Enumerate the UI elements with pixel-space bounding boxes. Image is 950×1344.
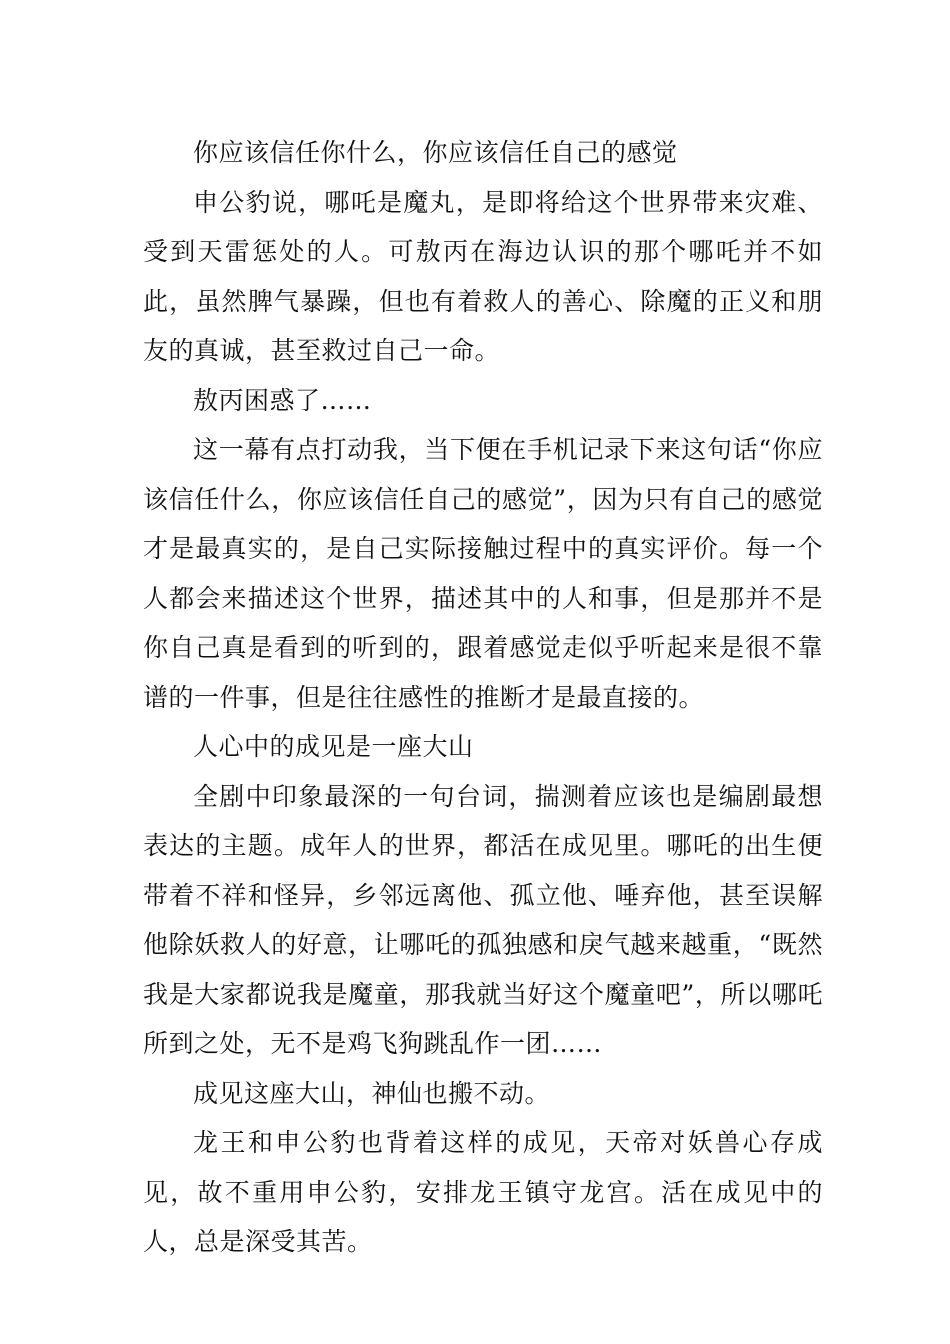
paragraph-mountain-of-prejudice: 成见这座大山，神仙也搬不动。 bbox=[193, 1078, 551, 1108]
paragraph-shen-gongbao: 申公豹说，哪吒是魔丸，是即将给这个世界带来灾难、受到天雷惩处的人。可敖丙在海边认识的那个哪吒并不如此，虽然脾气暴躁，但也有着救人的善心、除魔的正义和朋友的真诚，甚至救过自己一命。 bbox=[143, 187, 823, 365]
paragraph-dragon-king: 龙王和申公豹也背着这样的成见，天帝对妖兽心存成见，故不重用申公豹，安排龙王镇守龙宫。活在成见中的人，总是深受其苦。 bbox=[143, 1128, 823, 1256]
document-body bbox=[143, 128, 823, 1267]
paragraph-moved-by-scene: 这一幕有点打动我，当下便在手机记录下来这句话“你应该信任什么，你应该信任自己的感觉”，因为只有自己的感觉才是最真实的，是自己实际接触过程中的真实评价。每一个人都会来描述这个世界，描述其中的人和事，但是那并不是你自己真是看到的听到的，跟着感觉走似乎听起来是很不靠谱的一件事，但是往往感性的推断才是最直接的。 bbox=[143, 435, 823, 712]
paragraph-aobing-confused: 敖丙困惑了…… bbox=[193, 385, 372, 415]
paragraph-memorable-line: 全剧中印象最深的一句台词，揣测着应该也是编剧最想表达的主题。成年人的世界，都活在成见里。哪吒的出生便带着不祥和怪异，乡邻远离他、孤立他、唾弃他，甚至误解他除妖救人的好意，让哪吒的孤独感和戾气越来越重，“既然我是大家都说我是魔童，那我就当好这个魔童吧”，所以哪吒所到之处，无不是鸡飞狗跳乱作一团…… bbox=[143, 781, 823, 1058]
paragraph-heading-prejudice: 人心中的成见是一座大山 bbox=[193, 732, 474, 761]
paragraph-heading-trust-feeling: 你应该信任你什么，你应该信任自己的感觉 bbox=[193, 138, 678, 167]
